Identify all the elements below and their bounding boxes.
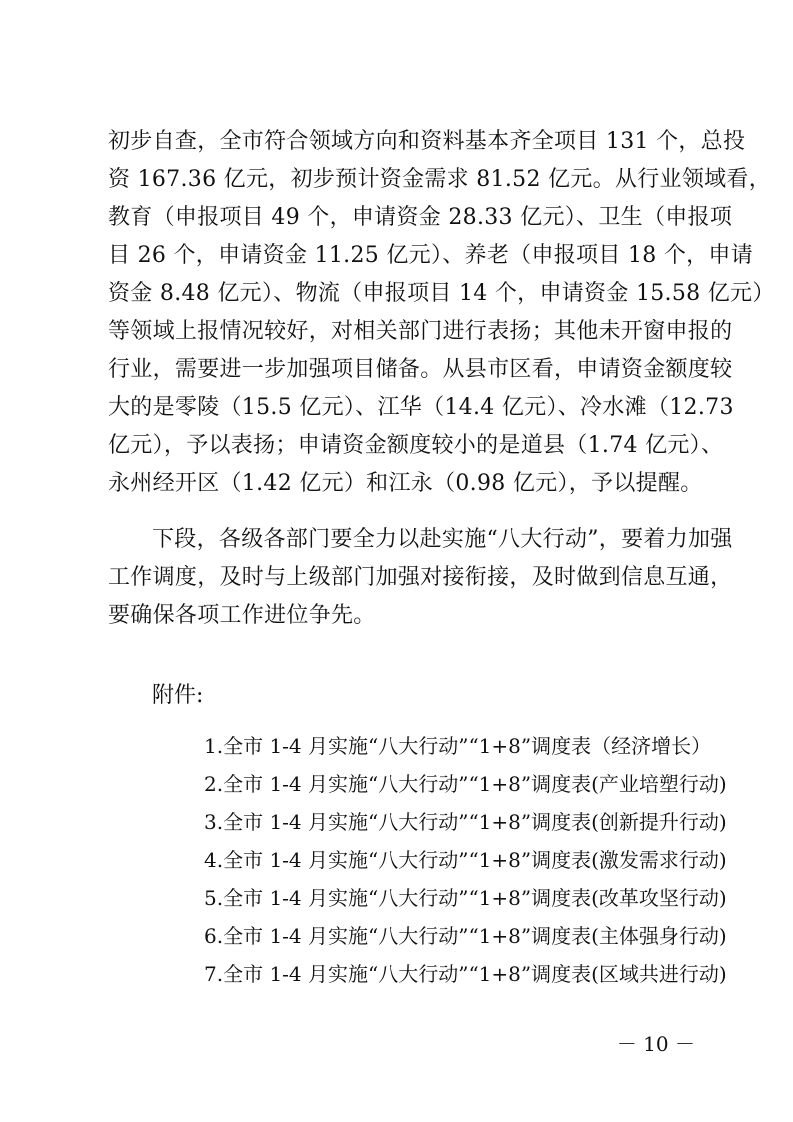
paragraph-line: 永州经开区（1.42 亿元）和江永（0.98 亿元），予以提醒。	[108, 471, 703, 496]
paragraph-line: 资金 8.48 亿元）、物流（申报项目 14 个，申请资金 15.58 亿元）	[108, 281, 775, 306]
attachment-item: 4.全市 1-4 月实施“八大行动”“1+8”调度表(激发需求行动)	[204, 848, 727, 872]
attachment-item: 1.全市 1-4 月实施“八大行动”“1+8”调度表（经济增长）	[204, 734, 712, 758]
paragraph-line: 工作调度，及时与上级部门加强对接衔接，及时做到信息互通，	[108, 565, 733, 590]
paragraph-line: 要确保各项工作进位争先。	[108, 603, 376, 628]
paragraph-line: 教育（申报项目 49 个，申请资金 28.33 亿元）、卫生（申报项	[108, 205, 733, 230]
paragraph-line: 目 26 个，申请资金 11.25 亿元）、养老（申报项目 18 个，申请	[108, 243, 754, 268]
paragraph-line: 大的是零陵（15.5 亿元）、江华（14.4 亿元）、冷水滩（12.73	[108, 395, 734, 420]
paragraph-line: 资 167.36 亿元，初步预计资金需求 81.52 亿元。从行业领域看，	[108, 167, 772, 192]
page-number: － 10 －	[616, 1032, 695, 1056]
attachments-label: 附件:	[152, 683, 204, 708]
paragraph-line: 下段，各级各部门要全力以赴实施“八大行动”，要着力加强	[152, 527, 733, 552]
attachment-item: 5.全市 1-4 月实施“八大行动”“1+8”调度表(改革攻坚行动)	[204, 886, 727, 910]
attachment-item: 2.全市 1-4 月实施“八大行动”“1+8”调度表(产业培塑行动)	[204, 772, 727, 796]
paragraph-line: 初步自查，全市符合领域方向和资料基本齐全项目 131 个，总投	[108, 129, 746, 154]
attachment-item: 7.全市 1-4 月实施“八大行动”“1+8”调度表(区域共进行动)	[204, 962, 727, 986]
paragraph-line: 行业，需要进一步加强项目储备。从县市区看，申请资金额度较	[108, 357, 733, 382]
attachment-item: 3.全市 1-4 月实施“八大行动”“1+8”调度表(创新提升行动)	[204, 810, 727, 834]
attachment-item: 6.全市 1-4 月实施“八大行动”“1+8”调度表(主体强身行动)	[204, 924, 727, 948]
paragraph-line: 等领域上报情况较好，对相关部门进行表扬；其他未开窗申报的	[108, 319, 733, 344]
paragraph-line: 亿元），予以表扬；申请资金额度较小的是道县（1.74 亿元）、	[108, 433, 724, 458]
